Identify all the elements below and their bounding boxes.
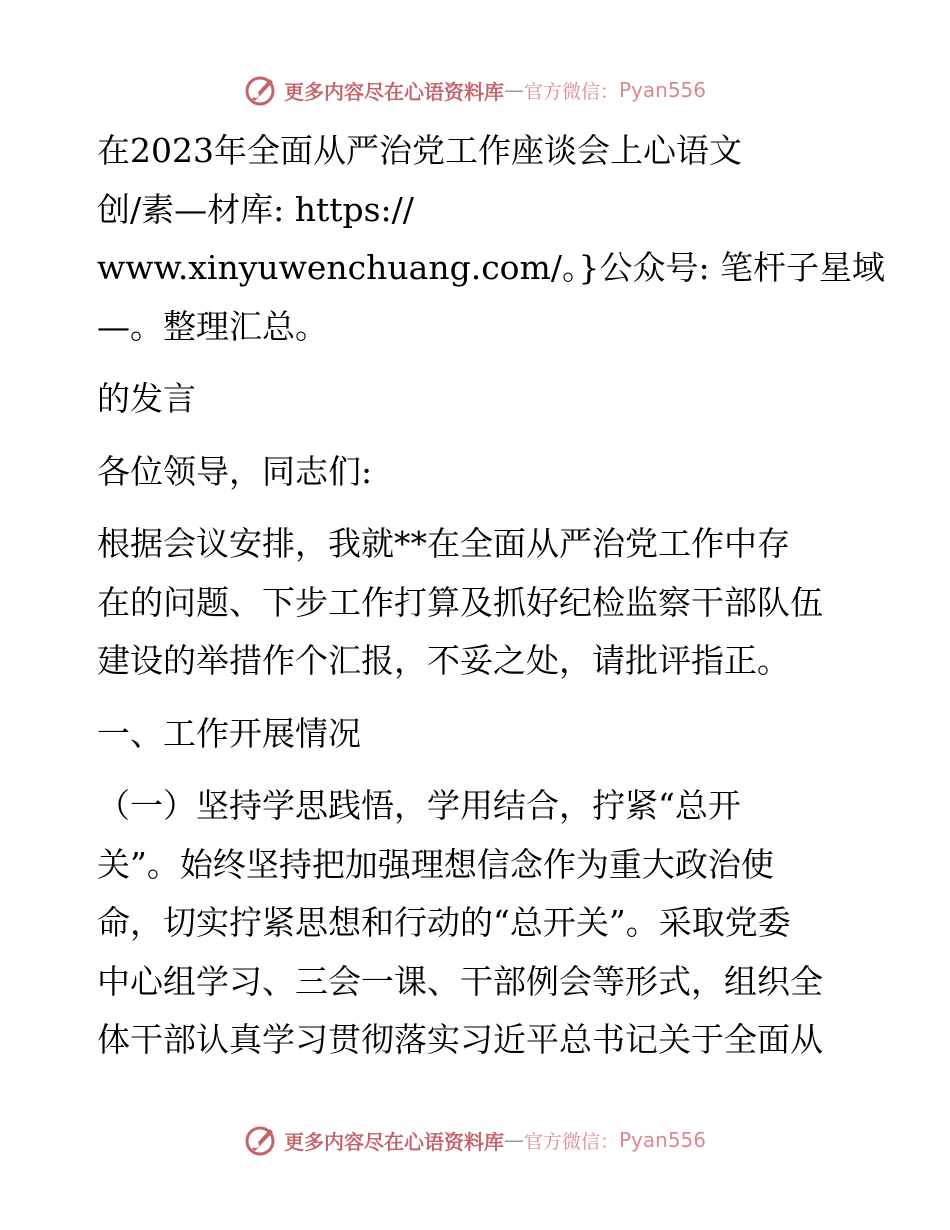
doc-line-body-4: 中心组学习、三会一课、干部例会等形式，组织全 xyxy=(97,961,823,1001)
header-banner-separator: — xyxy=(503,78,524,102)
doc-line-url: www.xinyuwenchuang.com/。}公众号: 笔杆子星域 xyxy=(97,248,886,287)
doc-line-intro-3: 建设的举措作个汇报，不妥之处，请批评指正。 xyxy=(97,641,790,680)
doc-section-heading: 一、工作开展情况 xyxy=(97,713,361,753)
doc-line-salutation: 各位领导，同志们: xyxy=(97,451,373,491)
doc-line-intro-2: 在的问题、下步工作打算及抓好纪检监察干部队伍 xyxy=(97,582,823,622)
footer-banner-title: 更多内容尽在心语资料库 xyxy=(283,1129,504,1154)
doc-line-speech: 的发言 xyxy=(97,379,196,418)
header-watermark-banner xyxy=(0,70,950,110)
doc-line-body-5: 体干部认真学习贯彻落实习近平总书记关于全面从 xyxy=(97,1020,823,1059)
document-body xyxy=(97,122,886,1070)
doc-line-compiled: —。整理汇总。 xyxy=(97,306,328,346)
header-banner-wechat-label: 官方微信： xyxy=(523,80,619,103)
doc-line-body-3: 命，切实拧紧思想和行动的“总开关”。采取党委 xyxy=(97,903,791,942)
doc-line-intro-1: 根据会议安排，我就**在全面从严治党工作中存 xyxy=(97,524,790,563)
brush-pen-seal-icon xyxy=(244,73,278,107)
doc-line-body-2: 关”。始终坚持把加强理想信念作为重大政治使 xyxy=(97,844,774,884)
footer-watermark-banner xyxy=(0,1120,950,1160)
header-banner-wechat-id: Pyan556 xyxy=(619,78,707,102)
footer-banner-wechat-id: Pyan556 xyxy=(619,1128,707,1152)
doc-line-source: 创/素—材库: https:// xyxy=(97,189,414,229)
doc-line-body-1: （一）坚持学思践悟，学用结合，拧紧“总开 xyxy=(97,786,741,825)
doc-line-title: 在2023年全面从严治党工作座谈会上心语文 xyxy=(97,131,742,170)
header-banner-title: 更多内容尽在心语资料库 xyxy=(283,79,504,104)
footer-banner-wechat-label: 官方微信： xyxy=(523,1130,619,1153)
brush-pen-seal-icon xyxy=(244,1123,278,1157)
footer-banner-separator: — xyxy=(503,1128,524,1152)
